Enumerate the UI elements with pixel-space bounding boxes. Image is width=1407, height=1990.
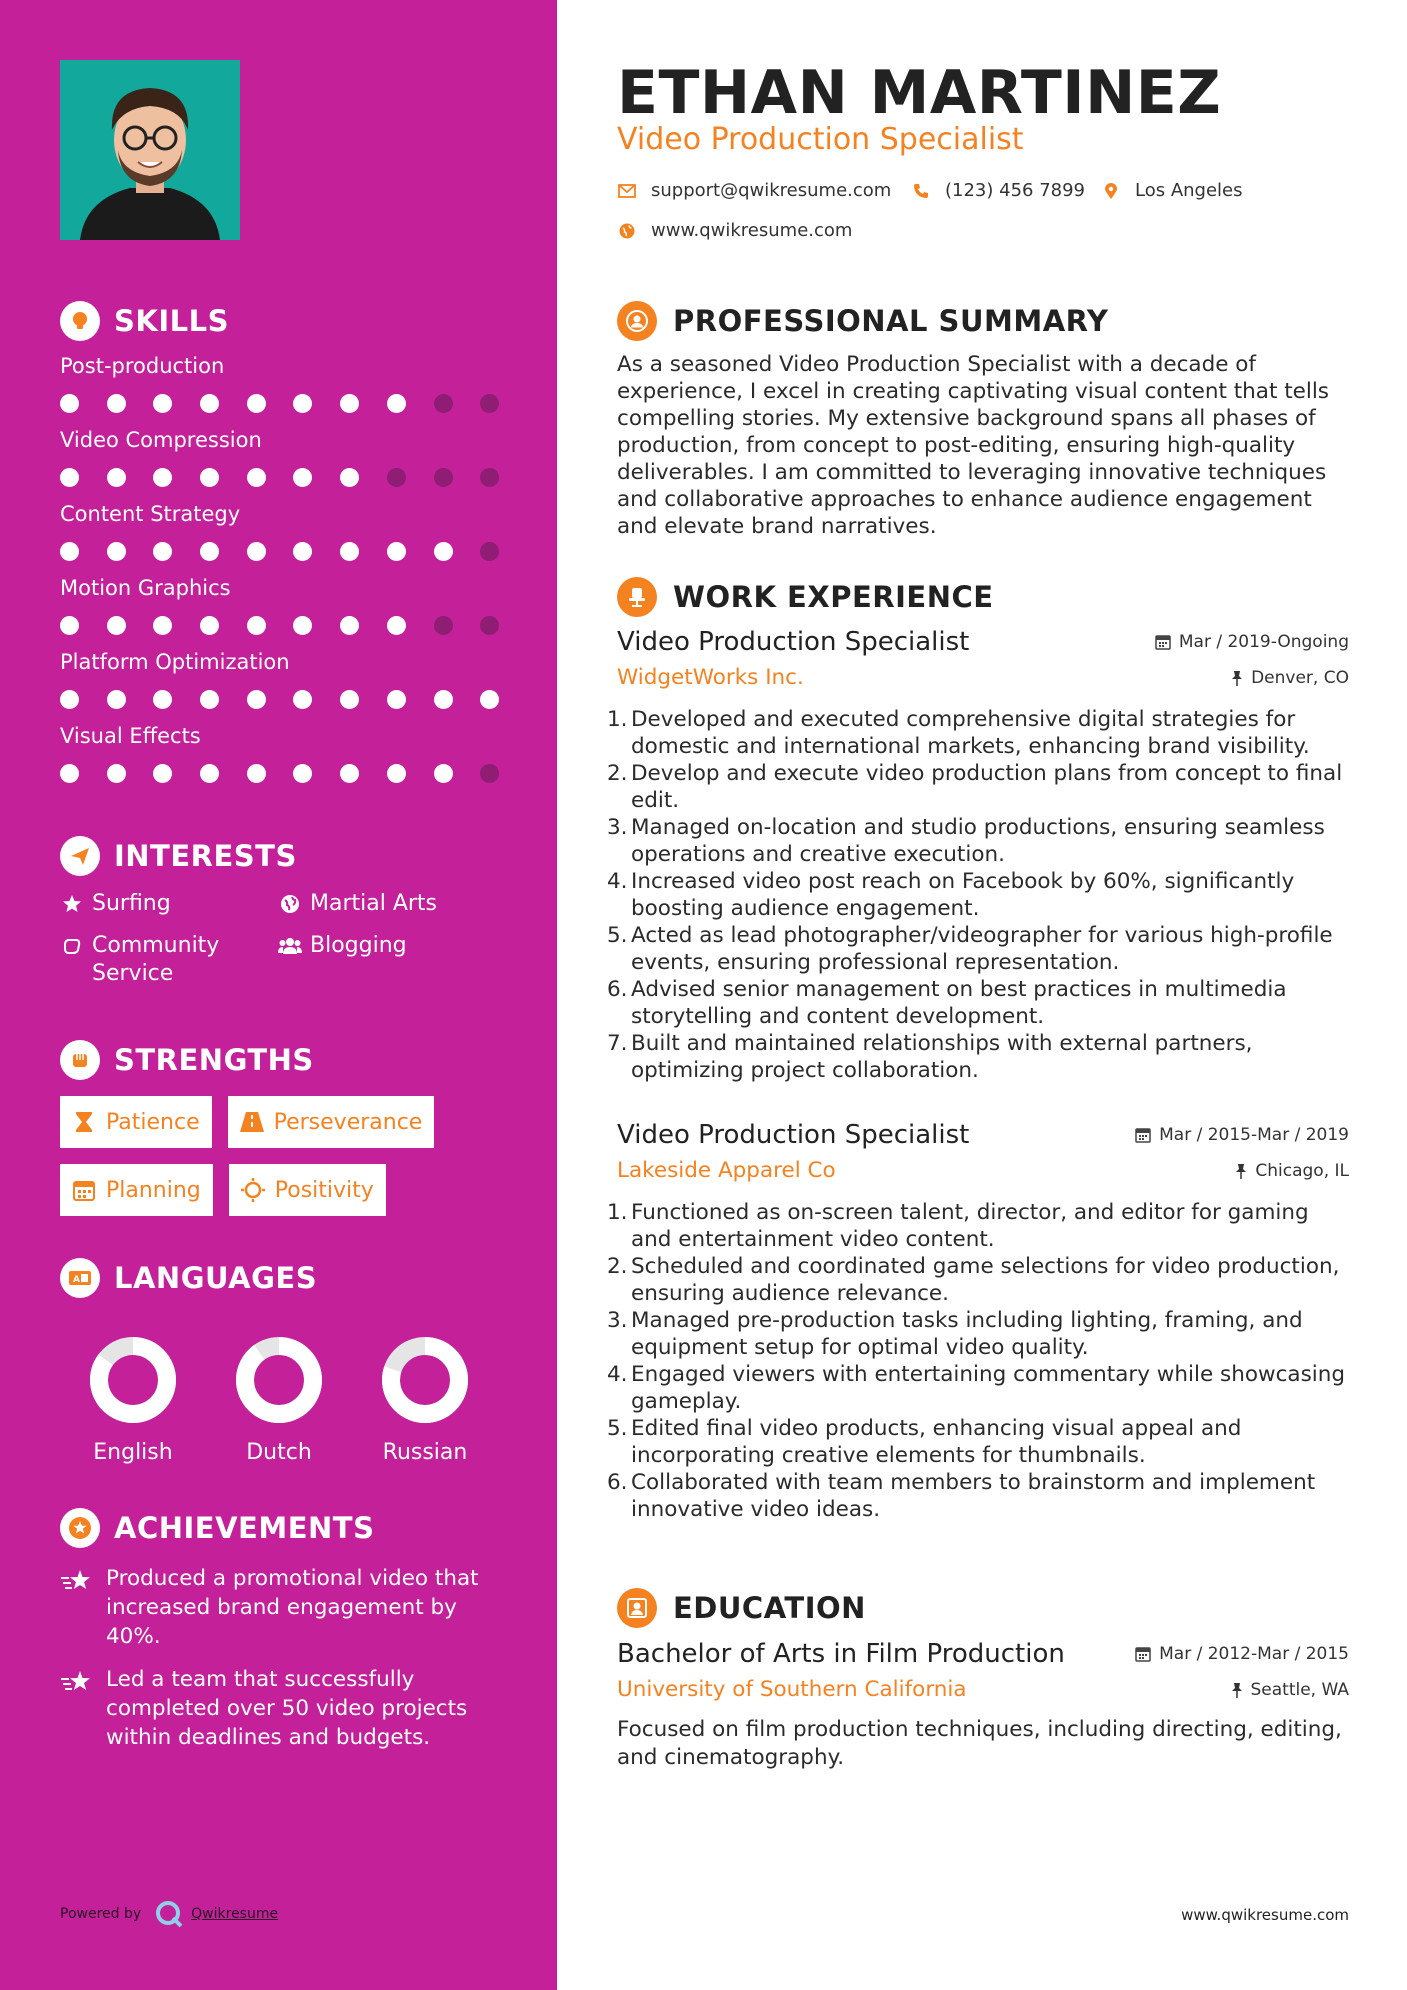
job-entry xyxy=(607,624,1349,1084)
job-duties xyxy=(607,1199,1349,1523)
rating-dot-empty xyxy=(480,764,499,783)
section-title: STRENGTHS xyxy=(114,1043,314,1077)
duty-item: 4. Increased video post reach on Facebook by 60%, significantly boosting audience engagement. xyxy=(607,869,1295,921)
job-dates: Mar / 2015-Mar / 2019 xyxy=(1135,1125,1349,1145)
svg-text:A: A xyxy=(73,1275,80,1285)
list-number: 3. xyxy=(607,1308,628,1333)
rating-dot-filled xyxy=(480,690,499,709)
skill-rating xyxy=(60,529,510,573)
email-contact[interactable]: support@qwikresume.com xyxy=(617,180,891,201)
rating-dot-empty xyxy=(480,468,499,487)
rating-dot-empty xyxy=(480,616,499,635)
fist-icon xyxy=(60,1040,100,1080)
list-number: 1. xyxy=(607,707,628,732)
rating-dot-filled xyxy=(107,764,126,783)
rating-dot-filled xyxy=(200,690,219,709)
summary-header xyxy=(617,299,1108,343)
job-title: Video Production Specialist xyxy=(617,1120,970,1150)
calendar-icon xyxy=(1135,1127,1151,1143)
rating-dot-filled xyxy=(387,616,406,635)
job-dates: Mar / 2019-Ongoing xyxy=(1155,632,1349,652)
envelope-icon xyxy=(617,181,637,201)
hand-icon xyxy=(60,932,84,960)
rating-dot-filled xyxy=(340,468,359,487)
footer-url[interactable]: www.qwikresume.com xyxy=(1181,1906,1349,1924)
rating-dot-filled xyxy=(293,616,312,635)
language-name: Russian xyxy=(382,1440,468,1465)
rating-dot-filled xyxy=(107,542,126,561)
section-title: ACHIEVEMENTS xyxy=(114,1511,375,1545)
languages-list xyxy=(60,1336,510,1465)
section-title: PROFESSIONAL SUMMARY xyxy=(673,304,1109,338)
education-entry xyxy=(617,1636,1349,1772)
rating-dot-filled xyxy=(293,394,312,413)
users-icon xyxy=(278,932,302,960)
interests-list xyxy=(60,890,510,988)
summary-text: As a seasoned Video Production Specialist with a decade of experience, I excel in creating captivating visual content that tells compelling stories. My extensive background spans all phases of production, from concept to post-editing, ensuring high-quality deliverables. I am committed to leveraging innovative techniques and collaborative approaches to enhance audience engagement and elevate brand narratives. xyxy=(617,352,1330,539)
rating-dot-filled xyxy=(340,616,359,635)
section-title: INTERESTS xyxy=(114,839,297,873)
skill-rating xyxy=(60,677,510,721)
list-number: 5. xyxy=(607,923,628,948)
skill-rating xyxy=(60,455,510,499)
rating-dot-empty xyxy=(434,468,453,487)
rating-dot-empty xyxy=(480,542,499,561)
strength-badge: Patience xyxy=(60,1096,212,1148)
phone-icon xyxy=(911,181,931,201)
rating-dot-filled xyxy=(247,468,266,487)
rating-dot-filled xyxy=(293,764,312,783)
interests-section xyxy=(60,834,510,988)
list-number: 7. xyxy=(607,1031,628,1056)
skill-name: Content Strategy xyxy=(60,502,241,526)
rating-dot-filled xyxy=(340,690,359,709)
rating-dot-filled xyxy=(434,690,453,709)
skill-name: Visual Effects xyxy=(60,724,201,748)
rating-dot-filled xyxy=(200,542,219,561)
rating-dot-filled xyxy=(340,764,359,783)
rating-dot-filled xyxy=(153,468,172,487)
rating-dot-filled xyxy=(153,764,172,783)
rating-dot-filled xyxy=(200,764,219,783)
rating-dot-filled xyxy=(60,690,79,709)
company-name: Lakeside Apparel Co xyxy=(617,1158,836,1183)
duty-item: 3. Managed on-location and studio productions, ensuring seamless operations and creative execution. xyxy=(607,815,1325,867)
rating-dot-filled xyxy=(153,394,172,413)
rating-dot-empty xyxy=(434,616,453,635)
candidate-name: ETHAN MARTINEZ xyxy=(617,58,1222,128)
achievements-list xyxy=(60,1564,510,1752)
rating-dot-filled xyxy=(293,542,312,561)
skill-name: Platform Optimization xyxy=(60,650,290,674)
rating-dot-filled xyxy=(153,690,172,709)
rating-dot-filled xyxy=(247,690,266,709)
rating-dot-filled xyxy=(247,616,266,635)
sun-icon xyxy=(241,1178,265,1202)
location-contact: Los Angeles xyxy=(1101,180,1243,201)
list-number: 3. xyxy=(607,815,628,840)
calendar-icon xyxy=(1155,634,1171,650)
rating-dot-filled xyxy=(153,616,172,635)
language-name: English xyxy=(93,1440,173,1465)
duty-item: 1. Functioned as on-screen talent, director, and editor for gaming and entertainment video content. xyxy=(607,1200,1309,1252)
duty-item: 2. Scheduled and coordinated game selections for video production, ensuring audience relevance. xyxy=(607,1254,1340,1306)
education-dates: Mar / 2012-Mar / 2015 xyxy=(1135,1644,1349,1664)
interest-item: Martial Arts xyxy=(278,890,498,918)
road-icon xyxy=(240,1110,264,1134)
strength-badge: Planning xyxy=(60,1164,213,1216)
rating-dot-empty xyxy=(387,468,406,487)
section-title: EDUCATION xyxy=(673,1591,866,1625)
phone-contact[interactable]: (123) 456 7899 xyxy=(911,180,1085,201)
rating-dot-filled xyxy=(387,690,406,709)
skills-header xyxy=(60,299,510,343)
interest-item: Blogging xyxy=(278,932,498,988)
experience-header xyxy=(617,575,994,619)
main-content xyxy=(607,0,1349,1990)
rating-dot-filled xyxy=(107,616,126,635)
qwikresume-logo-icon xyxy=(155,1900,183,1928)
languages-header xyxy=(60,1256,510,1300)
rating-dot-filled xyxy=(247,394,266,413)
skill-name: Video Compression xyxy=(60,428,262,452)
pushpin-icon xyxy=(1231,1682,1243,1698)
lightbulb-icon xyxy=(60,301,100,341)
globe-icon xyxy=(278,890,302,918)
duty-item: 5. Acted as lead photographer/videographer for various high-profile events, ensuring professional representation. xyxy=(607,923,1333,975)
interest-item: Community Service xyxy=(60,932,278,988)
rating-dot-filled xyxy=(200,468,219,487)
skill-name: Motion Graphics xyxy=(60,576,231,600)
section-title: SKILLS xyxy=(114,304,229,338)
rating-dot-filled xyxy=(107,394,126,413)
duty-item: 1. Developed and executed comprehensive digital strategies for domestic and international markets, enhancing brand visibility. xyxy=(607,707,1310,759)
calendar-icon xyxy=(1135,1646,1151,1662)
calendar-icon xyxy=(72,1178,96,1202)
job-entry xyxy=(607,1117,1349,1523)
language-level-ring xyxy=(89,1336,177,1424)
degree-title: Bachelor of Arts in Film Production xyxy=(617,1639,1065,1669)
skills-section xyxy=(60,299,510,795)
duty-item: 7. Built and maintained relationships with external partners, optimizing project collaboration. xyxy=(607,1031,1253,1083)
skill-rating xyxy=(60,751,510,795)
rating-dot-filled xyxy=(434,764,453,783)
achievement-item: Led a team that successfully completed over 50 video projects within deadlines and budgets. xyxy=(60,1665,510,1752)
language-level-ring xyxy=(381,1336,469,1424)
interests-header xyxy=(60,834,510,878)
strengths-section xyxy=(60,1038,510,1216)
job-location: Denver, CO xyxy=(1231,668,1349,688)
hourglass-icon xyxy=(72,1110,96,1134)
rating-dot-filled xyxy=(387,394,406,413)
rating-dot-filled xyxy=(60,542,79,561)
achievement-item: Produced a promotional video that increased brand engagement by 40%. xyxy=(60,1564,510,1651)
rating-dot-filled xyxy=(60,764,79,783)
star-badge-icon xyxy=(60,1508,100,1548)
list-number: 5. xyxy=(607,1416,628,1441)
globe-icon xyxy=(617,221,637,241)
language-item xyxy=(352,1336,498,1465)
rating-dot-filled xyxy=(60,394,79,413)
rating-dot-filled xyxy=(434,542,453,561)
list-number: 4. xyxy=(607,869,628,894)
achievements-header xyxy=(60,1506,510,1550)
rating-dot-filled xyxy=(293,690,312,709)
candidate-role: Video Production Specialist xyxy=(617,122,1024,157)
skill-rating xyxy=(60,603,510,647)
paper-plane-icon xyxy=(60,836,100,876)
map-pin-icon xyxy=(1101,181,1121,201)
strengths-header xyxy=(60,1038,510,1082)
strength-badge: Perseverance xyxy=(228,1096,435,1148)
duty-item: 4. Engaged viewers with entertaining commentary while showcasing gameplay. xyxy=(607,1362,1346,1414)
list-number: 2. xyxy=(607,1254,628,1279)
section-title: WORK EXPERIENCE xyxy=(673,580,994,614)
education-header xyxy=(617,1586,866,1630)
duty-item: 5. Edited final video products, enhancing visual appeal and incorporating creative elements for thumbnails. xyxy=(607,1416,1242,1468)
list-number: 4. xyxy=(607,1362,628,1387)
rating-dot-filled xyxy=(107,468,126,487)
language-item xyxy=(206,1336,352,1465)
ring-fill xyxy=(245,1346,313,1414)
pushpin-icon xyxy=(1235,1163,1247,1179)
list-number: 2. xyxy=(607,761,628,786)
strengths-list xyxy=(60,1096,510,1216)
rating-dot-filled xyxy=(247,542,266,561)
rating-dot-empty xyxy=(480,394,499,413)
language-item xyxy=(60,1336,206,1465)
job-duties xyxy=(607,706,1349,1084)
strength-badge: Positivity xyxy=(229,1164,386,1216)
skills-list xyxy=(60,351,510,795)
skill-rating xyxy=(60,381,510,425)
star-icon xyxy=(60,890,84,918)
education-description: Focused on film production techniques, including directing, editing, and cinematography. xyxy=(617,1717,1342,1770)
rating-dot-filled xyxy=(387,542,406,561)
job-title: Video Production Specialist xyxy=(617,627,970,657)
education-location: Seattle, WA xyxy=(1231,1680,1350,1700)
job-location: Chicago, IL xyxy=(1235,1161,1349,1181)
website-contact[interactable]: www.qwikresume.com xyxy=(617,220,852,241)
rating-dot-filled xyxy=(60,616,79,635)
graduate-icon xyxy=(617,1588,657,1628)
company-name: WidgetWorks Inc. xyxy=(617,665,804,690)
language-level-ring xyxy=(235,1336,323,1424)
language-icon xyxy=(60,1258,100,1298)
sidebar xyxy=(0,0,557,1990)
list-number: 1. xyxy=(607,1200,628,1225)
duty-item: 3. Managed pre-production tasks including lighting, framing, and equipment setup for optimal video quality. xyxy=(607,1308,1303,1360)
duty-item: 6. Collaborated with team members to brainstorm and implement innovative video ideas. xyxy=(607,1470,1316,1522)
rating-dot-filled xyxy=(153,542,172,561)
rating-dot-empty xyxy=(434,394,453,413)
rating-dot-filled xyxy=(387,764,406,783)
rating-dot-filled xyxy=(200,616,219,635)
shooting-star-icon xyxy=(60,1665,96,1752)
language-name: Dutch xyxy=(246,1440,312,1465)
section-title: LANGUAGES xyxy=(114,1261,318,1295)
rating-dot-filled xyxy=(293,468,312,487)
rating-dot-filled xyxy=(200,394,219,413)
rating-dot-filled xyxy=(107,690,126,709)
office-chair-icon xyxy=(617,577,657,617)
list-number: 6. xyxy=(607,977,628,1002)
languages-section xyxy=(60,1256,510,1465)
duty-item: 6. Advised senior management on best practices in multimedia storytelling and content development. xyxy=(607,977,1287,1029)
rating-dot-filled xyxy=(340,542,359,561)
profile-photo xyxy=(60,60,240,240)
school-name: University of Southern California xyxy=(617,1677,967,1702)
qwikresume-link[interactable]: Qwikresume xyxy=(191,1906,279,1922)
user-icon xyxy=(617,301,657,341)
rating-dot-filled xyxy=(247,764,266,783)
rating-dot-filled xyxy=(60,468,79,487)
skill-name: Post-production xyxy=(60,354,225,378)
duty-item: 2. Develop and execute video production plans from concept to final edit. xyxy=(607,761,1343,813)
interest-item: Surfing xyxy=(60,890,278,918)
pushpin-icon xyxy=(1231,670,1243,686)
achievements-section xyxy=(60,1506,510,1752)
rating-dot-filled xyxy=(340,394,359,413)
powered-by: Powered by Qwikresume xyxy=(60,1900,278,1928)
shooting-star-icon xyxy=(60,1564,96,1651)
list-number: 6. xyxy=(607,1470,628,1495)
